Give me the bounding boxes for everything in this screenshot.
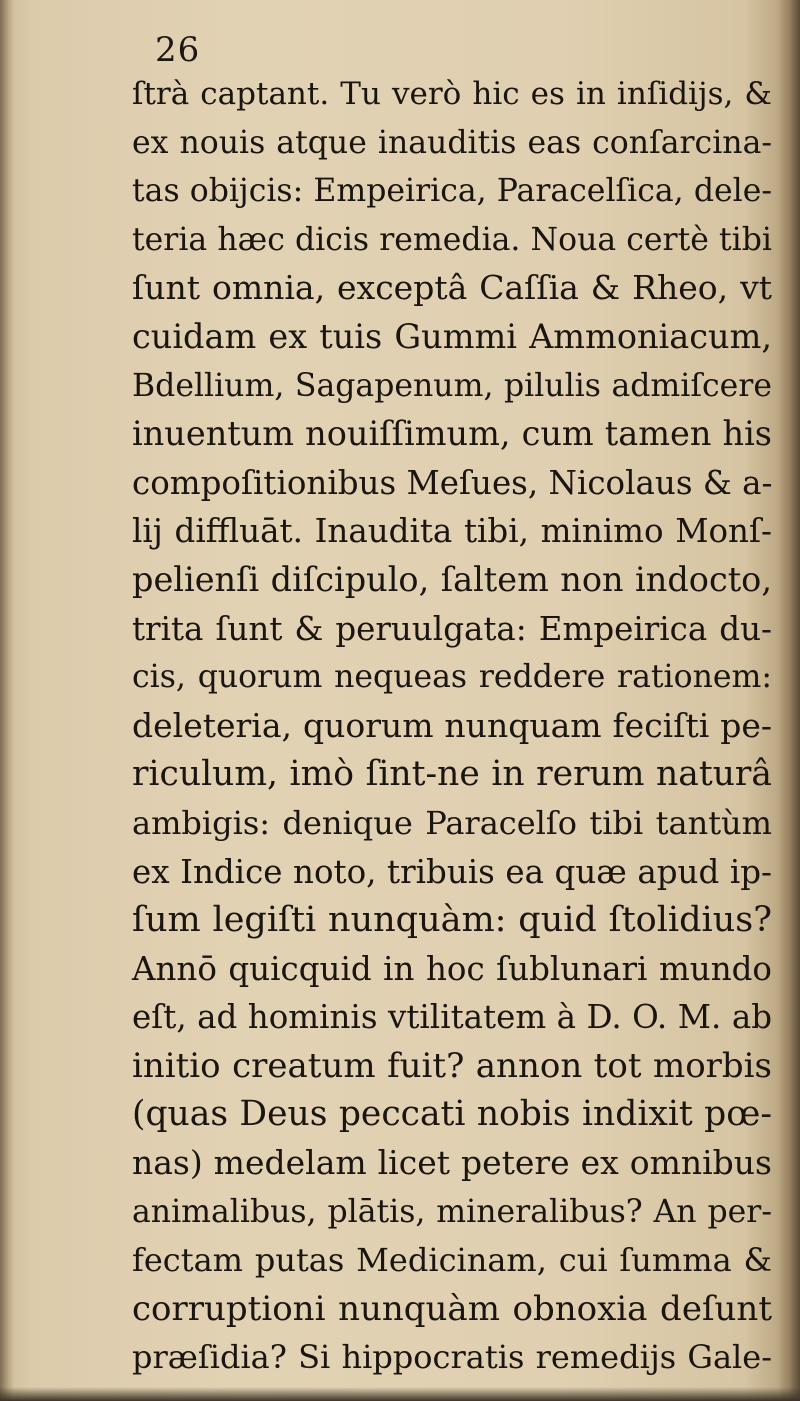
- text-line: lij diffluāt. Inaudita tibi, minimo Monſ-: [132, 512, 772, 551]
- text-line: ſunt omnia, exceptâ Caſſia & Rheo, vt: [132, 268, 772, 308]
- text-line: Bdellium, Sagapenum, pilulis admiſcere: [132, 367, 772, 404]
- text-line: tas obijcis: Empeirica, Paracelſica, dele-: [132, 173, 772, 210]
- text-line: compoſitionibus Meſues, Nicolaus & a-: [132, 463, 773, 502]
- text-line: præſidia? Si hippocratis remedijs Gale-: [132, 1338, 772, 1377]
- text-line: teria hæc dicis remedia. Noua certè tibi: [132, 221, 772, 258]
- page-edge: [778, 0, 800, 1401]
- text-line: eſt, ad hominis vtilitatem à D. O. M. ab: [132, 998, 772, 1037]
- text-line: initio creatum fuit? annon tot morbis: [132, 1045, 772, 1086]
- text-line: trita ſunt & peruulgata: Empeirica du-: [132, 609, 772, 648]
- text-line: corruptioni nunquàm obnoxia deſunt: [132, 1288, 772, 1329]
- text-line: ex Indice noto, tribuis ea quæ apud ip-: [132, 852, 772, 891]
- text-line: inuentum nouiſſimum, cum tamen his: [132, 414, 772, 454]
- text-line: pelienſi diſcipulo, ſaltem non indocto,: [132, 559, 772, 599]
- text-line: cuidam ex tuis Gummi Ammoniacum,: [132, 316, 772, 356]
- page-number: 26: [155, 30, 201, 70]
- page-bottom-edge: [0, 1387, 800, 1401]
- text-line: ſtrà captant. Tu verò hic es in inſidijs, &: [132, 76, 772, 112]
- text-line: (quas Deus peccati nobis indixit pœ-: [132, 1094, 772, 1135]
- body-text: [132, 70, 772, 1382]
- text-line: cis, quorum nequeas reddere rationem:: [132, 659, 772, 696]
- text-line: nas) medelam licet petere ex omnibus: [132, 1143, 772, 1183]
- text-line: ſum legiſti nunquàm: quid ſtolidius?: [132, 900, 772, 941]
- text-line: Annō quicquid in hoc ſublunari mundo: [132, 949, 772, 988]
- text-line: ex nouis atque inauditis eas conſarcina-: [132, 124, 772, 161]
- text-line: deleteria, quorum nunquam feciſti pe-: [132, 705, 772, 745]
- text-line: riculum, imò ſint-ne in rerum naturâ: [132, 754, 772, 795]
- text-line: fectam putas Medicinam, cui ſumma &: [132, 1241, 772, 1280]
- text-line: animalibus, plātis, mineralibus? An per-: [132, 1193, 772, 1230]
- gutter-shadow: [0, 0, 14, 1401]
- text-line: ambigis: denique Paracelſo tibi tantùm: [132, 803, 772, 842]
